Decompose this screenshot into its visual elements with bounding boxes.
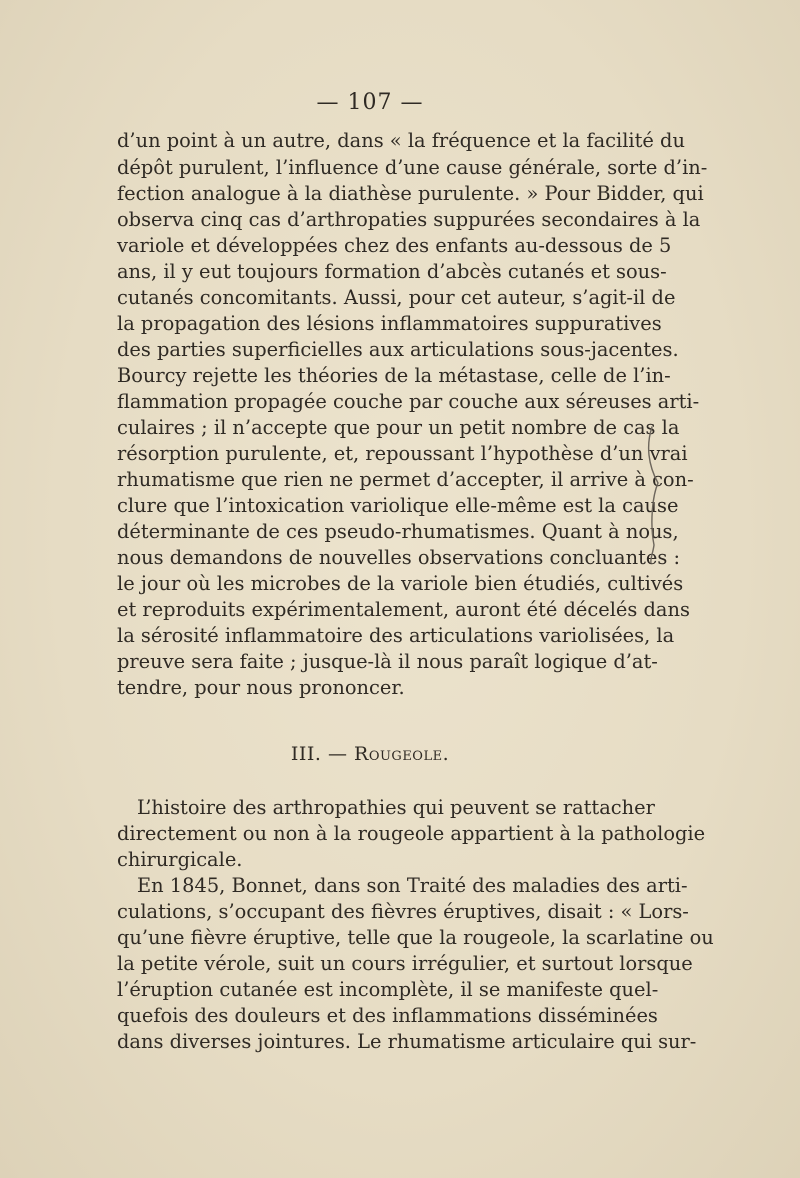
text-line: Bourcy rejette les théories de la métastase, celle de l’in- [117, 364, 671, 387]
text-line: nous demandons de nouvelles observations concluantes : [117, 546, 681, 569]
text-line: observa cinq cas d’arthropaties suppurées secondaires à la [117, 208, 701, 231]
section-heading [0, 743, 740, 765]
section-numeral: III. [290, 743, 322, 765]
text-line: la propagation des lésions inflammatoires suppuratives [117, 312, 662, 335]
text-line: clure que l’intoxication variolique elle-même est la cause [117, 494, 679, 517]
text-line: En 1845, Bonnet, dans son Traité des maladies des arti- [137, 874, 688, 897]
text-line: L’histoire des arthropathies qui peuvent se rattacher [137, 796, 655, 819]
text-line: culations, s’occupant des fièvres éruptives, disait : « Lors- [117, 900, 689, 923]
text-line: des parties superficielles aux articulations sous-jacentes. [117, 338, 679, 361]
text-line: déterminante de ces pseudo-rhumatismes. Quant à nous, [117, 520, 679, 543]
text-line: directement ou non à la rougeole appartient à la pathologie [117, 822, 706, 845]
text-line: variole et développées chez des enfants au-dessous de 5 [117, 234, 672, 257]
text-line: quefois des douleurs et des inflammations disséminées [117, 1004, 658, 1027]
text-line: fection analogue à la diathèse purulente. » Pour Bidder, qui [117, 182, 704, 205]
text-line: la petite vérole, suit un cours irrégulier, et surtout lorsque [117, 952, 693, 975]
text-line: dépôt purulent, l’influence d’une cause générale, sorte d’in- [117, 156, 708, 179]
text-line: rhumatisme que rien ne permet d’accepter, il arrive à con- [117, 468, 694, 491]
page-number: — 107 — [316, 90, 424, 115]
text-line: cutanés concomitants. Aussi, pour cet auteur, s’agit-il de [117, 286, 676, 309]
text-line: culaires ; il n’accepte que pour un petit nombre de cas la [117, 416, 680, 439]
text-line: flammation propagée couche par couche aux séreuses arti- [117, 390, 700, 413]
text-line: chirurgicale. [117, 848, 243, 871]
text-line: dans diverses jointures. Le rhumatisme articulaire qui sur- [117, 1030, 697, 1053]
section-title: Rougeole. [354, 743, 450, 765]
margin-bracket-mark [644, 425, 664, 565]
text-line: l’éruption cutanée est incomplète, il se manifeste quel- [117, 978, 659, 1001]
text-line: résorption purulente, et, repoussant l’hypothèse d’un vrai [117, 442, 688, 465]
text-line: la sérosité inflammatoire des articulations variolisées, la [117, 624, 675, 647]
text-line: preuve sera faite ; jusque-là il nous paraît logique d’at- [117, 650, 658, 673]
text-line: qu’une fièvre éruptive, telle que la rougeole, la scarlatine ou [117, 926, 714, 949]
text-line: d’un point à un autre, dans « la fréquence et la facilité du [117, 129, 685, 152]
text-line: ans, il y eut toujours formation d’abcès cutanés et sous- [117, 260, 667, 283]
section-dash: — [327, 743, 348, 765]
text-line: et reproduits expérimentalement, auront été décelés dans [117, 598, 690, 621]
text-line: tendre, pour nous prononcer. [117, 676, 405, 699]
text-line: le jour où les microbes de la variole bien étudiés, cultivés [117, 572, 684, 595]
